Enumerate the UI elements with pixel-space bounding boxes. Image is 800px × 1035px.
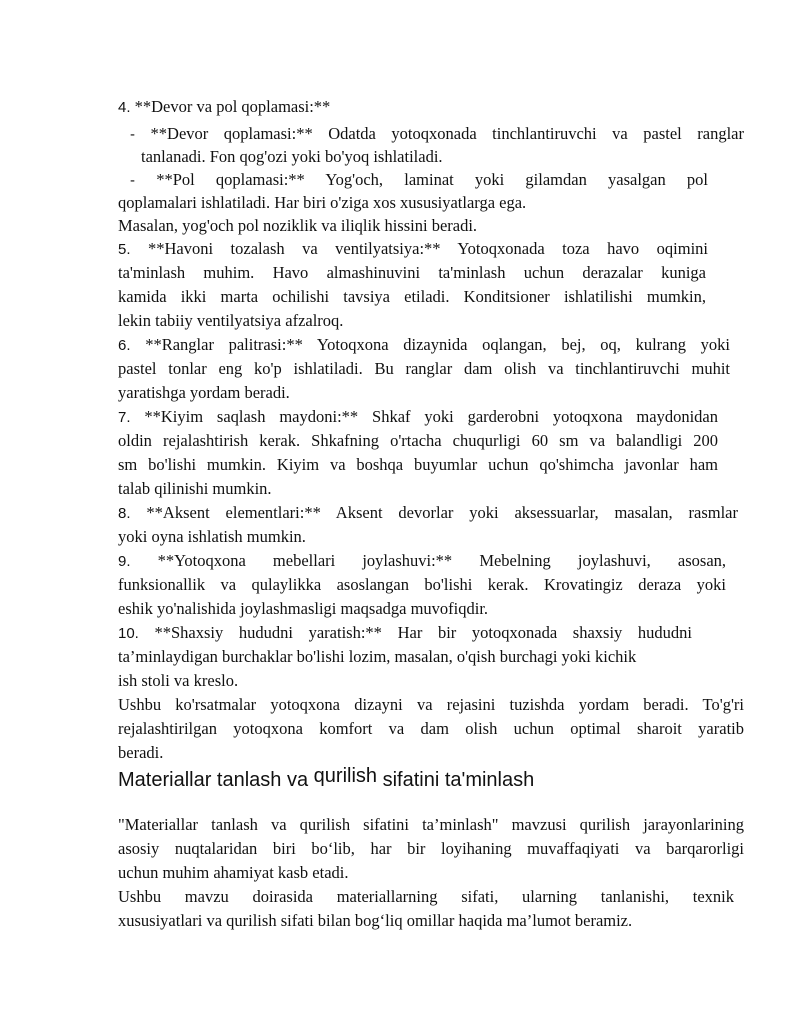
paragraph-line: Yog'och, laminat yoki gilamdan yasalgan pol bbox=[325, 170, 709, 189]
paragraph-line: rejalashtirilgan yotoqxona komfort va dam olish uchun optimal sharoit yaratib bbox=[118, 719, 744, 738]
paragraph-line: Har bir yotoqxonada shaxsiy hududni bbox=[397, 623, 693, 642]
item-title: **Ranglar palitrasi:** bbox=[145, 335, 303, 354]
item-title: **Aksent elementlari:** bbox=[146, 503, 321, 522]
paragraph-line: Masalan, yog'och pol noziklik va iliqlik hissini beradi. bbox=[118, 216, 478, 235]
paragraph-line: eshik yo'nalishida joylashmasligi maqsadga muvofiqdir. bbox=[118, 599, 489, 618]
paragraph-line: kamida ikki marta ochilishi tavsiya etiladi. Konditsioner ishlatilishi mumkin, bbox=[118, 287, 706, 306]
item-title: **Kiyim saqlash maydoni:** bbox=[144, 407, 359, 426]
paragraph-line: Yotoqxona dizaynida oqlangan, bej, oq, kulrang yoki bbox=[316, 335, 731, 354]
section-heading bbox=[118, 766, 534, 794]
paragraph-line: Mebelning joylashuvi, asosan, bbox=[479, 551, 727, 570]
item-title: **Devor va pol qoplamasi:** bbox=[134, 97, 331, 116]
paragraph-line: qoplamalari ishlatiladi. Har biri o'ziga xos xususiyatlarga ega. bbox=[118, 193, 527, 212]
list-item-6-header bbox=[118, 333, 730, 357]
list-item-9-header bbox=[118, 549, 726, 573]
paragraph-line: Ushbu mavzu doirasida materiallarning sifati, ularning tanlanishi, texnik bbox=[118, 887, 734, 906]
paragraph-line: Shkaf yoki garderobni yotoqxona maydonidan bbox=[372, 407, 718, 426]
list-item-4-header bbox=[118, 95, 744, 119]
sub-item-title: **Pol qoplamasi:** bbox=[156, 170, 305, 189]
item-number: 6. bbox=[118, 337, 131, 354]
paragraph-line: talab qilinishi mumkin. bbox=[118, 479, 272, 498]
sub-item-devor bbox=[130, 122, 744, 146]
paragraph-line: ta’minlaydigan burchaklar bo'lishi lozim, masalan, o'qish burchagi yoki kichik bbox=[118, 647, 637, 666]
list-item-10-header bbox=[118, 621, 692, 645]
item-title: **Havoni tozalash va ventilyatsiya:** bbox=[148, 239, 441, 258]
paragraph-line: tanlanadi. Fon qog'ozi yoki bo'yoq ishlatiladi. bbox=[141, 147, 443, 166]
item-number: 5. bbox=[118, 241, 131, 258]
list-item-8-header bbox=[118, 501, 738, 525]
bullet-dash: - bbox=[130, 172, 135, 189]
paragraph-line: "Materiallar tanlash va qurilish sifatini ta’minlash" mavzusi qurilish jarayonlarining bbox=[118, 815, 744, 834]
paragraph-line: yoki oyna ishlatish mumkin. bbox=[118, 527, 306, 546]
item-number: 7. bbox=[118, 409, 131, 426]
sub-item-pol bbox=[130, 168, 708, 192]
item-title: **Yotoqxona mebellari joylashuvi:** bbox=[157, 551, 453, 570]
heading-part: Materiallar tanlash va bbox=[118, 769, 309, 791]
item-number: 8. bbox=[118, 505, 131, 522]
paragraph-line: asosiy nuqtalaridan biri bo‘lib, har bir loyihaning muvaffaqiyati va barqarorligi bbox=[118, 839, 744, 858]
paragraph-line: ish stoli va kreslo. bbox=[118, 671, 239, 690]
list-item-7-header bbox=[118, 405, 718, 429]
paragraph-line: beradi. bbox=[118, 743, 164, 762]
paragraph-line: Odatda yotoqxonada tinchlantiruvchi va pastel ranglar bbox=[328, 124, 745, 143]
paragraph-line: ta'minlash muhim. Havo almashinuvini ta'minlash uchun derazalar kuniga bbox=[118, 263, 706, 282]
heading-part: sifatini ta'minlash bbox=[382, 769, 535, 791]
sub-item-title: **Devor qoplamasi:** bbox=[150, 124, 313, 143]
paragraph-line: Yotoqxonada toza havo oqimini bbox=[457, 239, 709, 258]
paragraph-line: yaratishga yordam beradi. bbox=[118, 383, 290, 402]
item-title: **Shaxsiy hududni yaratish:** bbox=[154, 623, 382, 642]
item-number: 10. bbox=[118, 625, 139, 642]
paragraph-line: Aksent devorlar yoki aksessuarlar, masalan, rasmlar bbox=[335, 503, 738, 522]
paragraph-line: lekin tabiiy ventilyatsiya afzalroq. bbox=[118, 311, 344, 330]
item-number: 4. bbox=[118, 99, 131, 116]
paragraph-line: sm bo'lishi mumkin. Kiyim va boshqa buyumlar uchun qo'shimcha javonlar ham bbox=[118, 455, 718, 474]
paragraph-line: uchun muhim ahamiyat kasb etadi. bbox=[118, 863, 349, 882]
paragraph-line: funksionallik va qulaylikka asoslangan bo'lishi kerak. Krovatingiz deraza yoki bbox=[118, 575, 726, 594]
paragraph-line: Ushbu ko'rsatmalar yotoqxona dizayni va rejasini tuzishda yordam beradi. To'g'ri bbox=[118, 695, 744, 714]
paragraph-line: xususiyatlari va qurilish sifati bilan bog‘liq omillar haqida ma’lumot beramiz. bbox=[118, 911, 633, 930]
heading-part: qurilish bbox=[313, 765, 378, 787]
bullet-dash: - bbox=[130, 126, 135, 143]
paragraph-line: oldin rejalashtirish kerak. Shkafning o'rtacha chuqurligi 60 sm va balandligi 200 bbox=[118, 431, 718, 450]
list-item-5-header bbox=[118, 237, 708, 261]
item-number: 9. bbox=[118, 553, 131, 570]
paragraph-line: pastel tonlar eng ko'p ishlatiladi. Bu ranglar dam olish va tinchlantiruvchi muhit bbox=[118, 359, 730, 378]
